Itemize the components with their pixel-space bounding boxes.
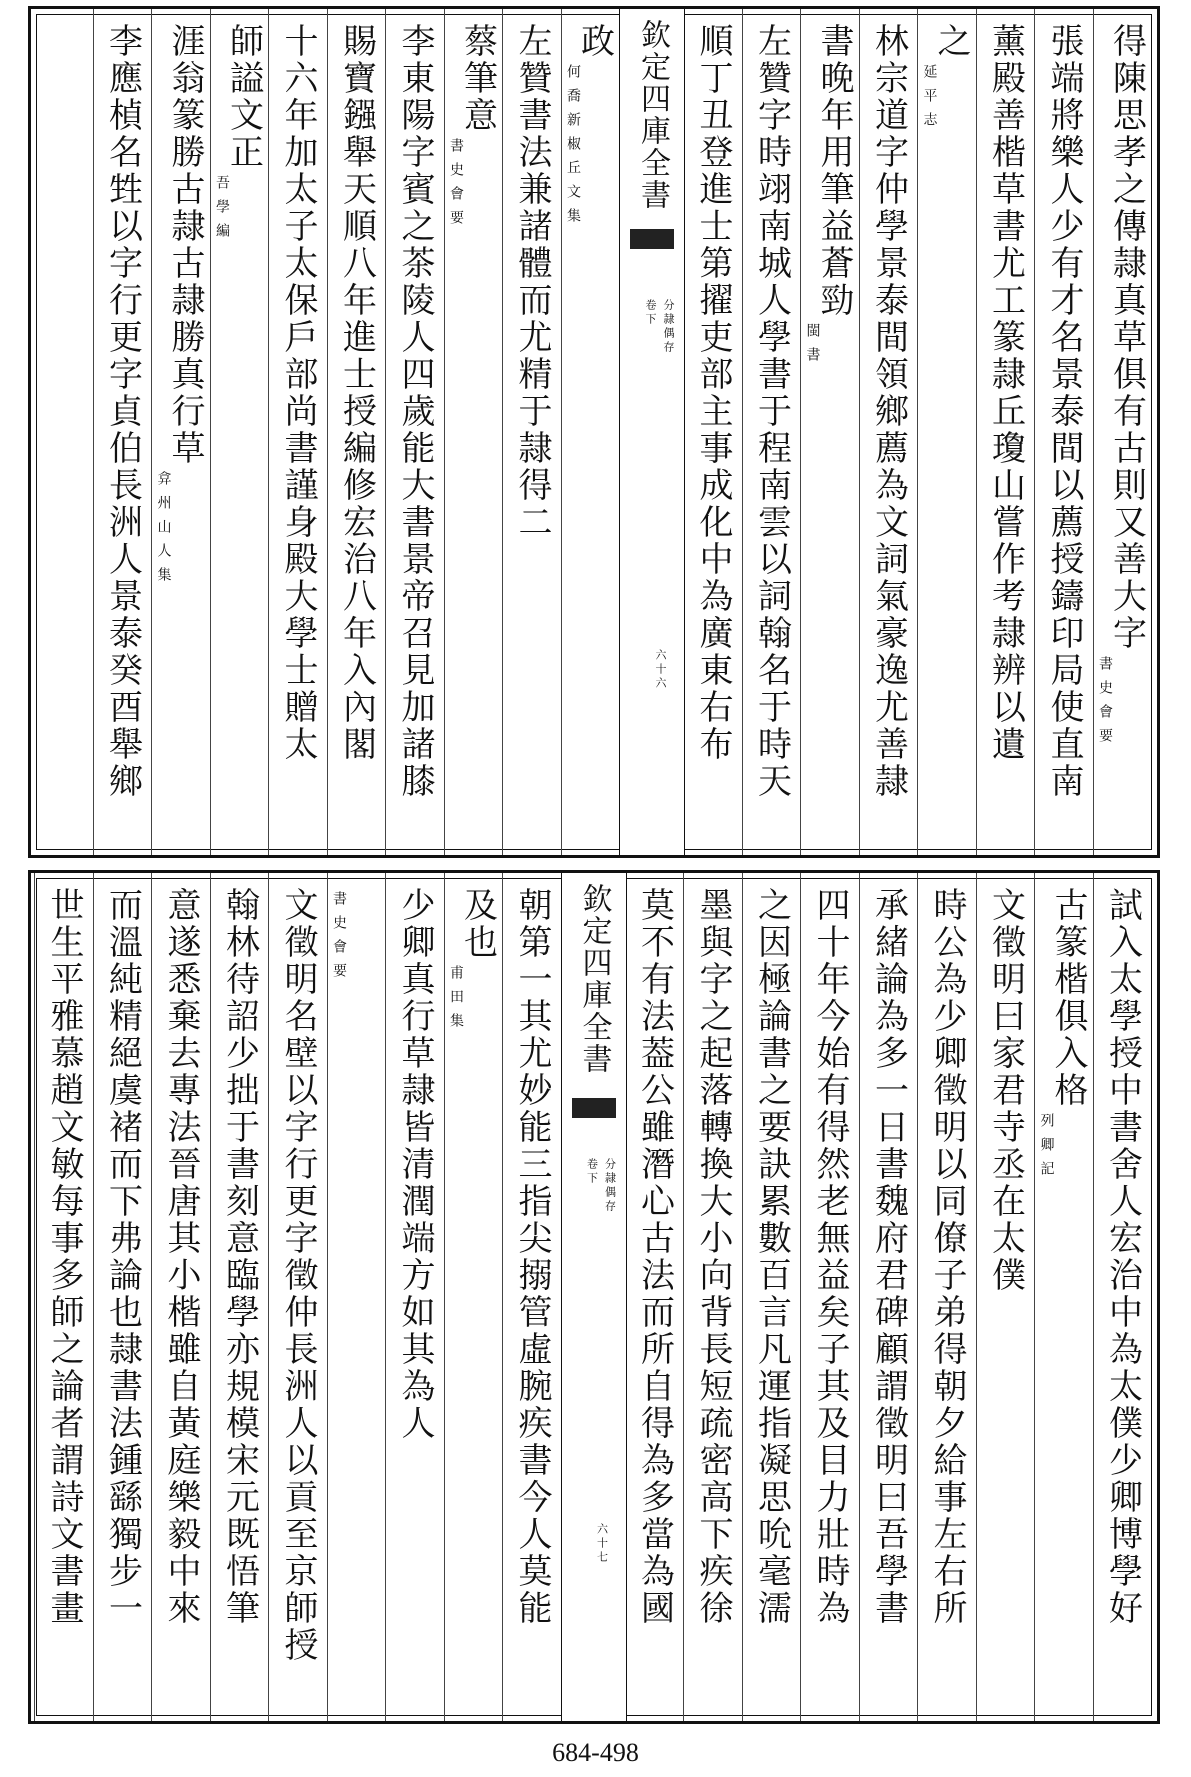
column-text: 張端將樂人少有才名景泰間以薦授鑄印局使直南	[1044, 23, 1084, 800]
text-column	[859, 9, 918, 855]
text-column	[683, 9, 742, 855]
text-column	[561, 9, 620, 855]
text-column	[210, 9, 269, 855]
column-annotation: 何喬新椒丘文集	[565, 64, 581, 232]
text-column	[385, 873, 444, 1721]
upper-folio-number: 六十六	[654, 649, 667, 691]
lower-header-volume: 卷下	[585, 1158, 599, 1186]
column-text: 涯翁篆勝古隷古隷勝真行草	[165, 23, 205, 467]
column-text: 四十年今始有得然老無益矣子其及目力壯時為	[810, 887, 850, 1627]
text-column	[1034, 9, 1093, 855]
page-number: 684-498	[552, 1738, 639, 1767]
column-text: 之因極論書之要訣累數百言凡運指凝思吮毫濡	[751, 887, 792, 1627]
column-annotation: 閩書	[804, 323, 821, 371]
column-annotation: 書史會要	[1097, 656, 1113, 752]
upper-header-volume: 卷下	[644, 299, 657, 327]
column-text: 得陳思孝之傳隷真草俱有古則又善大字	[1106, 23, 1147, 652]
text-column	[268, 9, 327, 855]
text-column	[151, 9, 210, 855]
text-column	[742, 9, 801, 855]
column-text: 少卿真行草隷皆清潤端方如其為人	[395, 887, 435, 1442]
column-text: 試入太學授中書舍人宏治中為太僕少卿博學好	[1102, 887, 1143, 1627]
column-text: 林宗道字仲學景泰間領鄉薦為文詞氣豪逸尤善隷	[868, 23, 909, 800]
lower-page-panel	[28, 870, 1160, 1724]
text-column	[327, 9, 386, 855]
column-annotation: 列卿記	[1038, 1113, 1055, 1185]
column-text: 之	[931, 23, 971, 60]
column-text: 世生平雅慕趙文敏每事多師之論者謂詩文書畫	[44, 887, 84, 1627]
text-column	[742, 873, 801, 1721]
text-column	[34, 873, 93, 1721]
text-column	[976, 9, 1035, 855]
text-column	[268, 873, 327, 1721]
lower-folio-number: 六十七	[595, 1523, 609, 1565]
text-column	[151, 873, 210, 1721]
lower-header-title: 欽定四庫全書	[576, 883, 612, 1075]
column-text: 薰殿善楷草書尤工篆隷丘瓊山嘗作考隷辨以遺	[985, 23, 1026, 763]
column-text: 承緒論為多一日書魏府君碑顧謂徵明曰吾學書	[868, 887, 909, 1627]
column-annotation: 書史會要	[331, 891, 347, 987]
column-annotation: 延平志	[921, 64, 938, 136]
text-column	[444, 9, 503, 855]
lower-fishtail-mark	[572, 1098, 616, 1118]
column-text: 時公為少卿徵明以同僚子弟得朝夕給事左右所	[927, 887, 967, 1627]
lower-center-fold	[561, 873, 627, 1721]
text-column	[976, 873, 1035, 1721]
text-column	[800, 873, 859, 1721]
text-column	[444, 873, 503, 1721]
column-text: 文徵明曰家君寺丞在太僕	[985, 887, 1026, 1294]
column-text: 政	[574, 23, 615, 60]
text-column	[210, 873, 269, 1721]
text-column	[1093, 9, 1152, 855]
column-text: 翰林待詔少拙于書刻意臨學亦規模宋元既悟筆	[219, 887, 260, 1627]
upper-header-subtitle: 分隷偶存	[662, 299, 675, 355]
column-annotation: 甫田集	[448, 965, 464, 1037]
column-text: 十六年加太子太保戶部尚書謹身殿大學士贈太	[278, 23, 318, 763]
column-text: 左贊字時翊南城人學書于程南雲以詞翰名于時天	[751, 23, 792, 800]
column-text: 朝第一其尤妙能三指尖搦管虛腕疾書今人莫能	[512, 887, 552, 1627]
upper-fishtail-mark	[630, 229, 674, 249]
upper-center-fold	[619, 9, 685, 855]
text-column	[93, 9, 152, 855]
column-text: 順丁丑登進士第擢吏部主事成化中為廣東右布	[693, 23, 733, 763]
column-text: 墨與字之起落轉換大小向背長短疏密高下疾徐	[693, 887, 733, 1627]
column-text: 李應楨名甡以字行更字貞伯長洲人景泰癸酉舉鄉	[102, 23, 143, 800]
column-text: 左贊書法兼諸體而尤精于隷得二	[512, 23, 552, 541]
text-column	[1093, 873, 1152, 1721]
text-column	[800, 9, 859, 855]
text-column	[327, 873, 386, 1721]
text-column	[93, 873, 152, 1721]
text-column	[625, 873, 684, 1721]
upper-page-panel	[28, 6, 1160, 858]
column-text: 意遂悉棄去專法晉唐其小楷雖自黃庭樂毅中來	[161, 887, 201, 1627]
column-text: 師謚文正	[223, 23, 264, 171]
column-text: 李東陽字賓之茶陵人四歲能大書景帝召見加諸膝	[395, 23, 435, 800]
text-column	[385, 9, 444, 855]
column-text: 莫不有法葢公雖潛心古法而所自得為多當為國	[634, 887, 675, 1627]
text-column	[502, 873, 561, 1721]
column-text: 書晚年用筆益蒼勁	[814, 23, 854, 319]
lower-header-subtitle: 分隷偶存	[603, 1158, 617, 1214]
column-annotation: 吾學編	[214, 175, 230, 247]
text-column	[917, 873, 976, 1721]
text-column	[683, 873, 742, 1721]
column-text: 而溫純精絕虞褚而下弗論也隷書法鍾繇獨步一	[102, 887, 143, 1627]
upper-header-title: 欽定四庫全書	[635, 19, 670, 211]
column-text: 文徵明名壁以字行更字徵仲長洲人以貢至京師授	[278, 887, 318, 1664]
text-column	[1034, 873, 1093, 1721]
column-text: 古篆楷俱入格	[1048, 887, 1088, 1109]
text-column	[502, 9, 561, 855]
column-text: 賜寶鏹舉天順八年進士授編修宏治八年入內閣	[336, 23, 377, 763]
column-annotation: 書史會要	[448, 138, 464, 234]
text-column	[859, 873, 918, 1721]
column-text: 蔡筆意	[457, 23, 498, 134]
column-text: 及也	[457, 887, 498, 961]
column-annotation: 弇州山人集	[155, 471, 172, 591]
text-column	[917, 9, 976, 855]
